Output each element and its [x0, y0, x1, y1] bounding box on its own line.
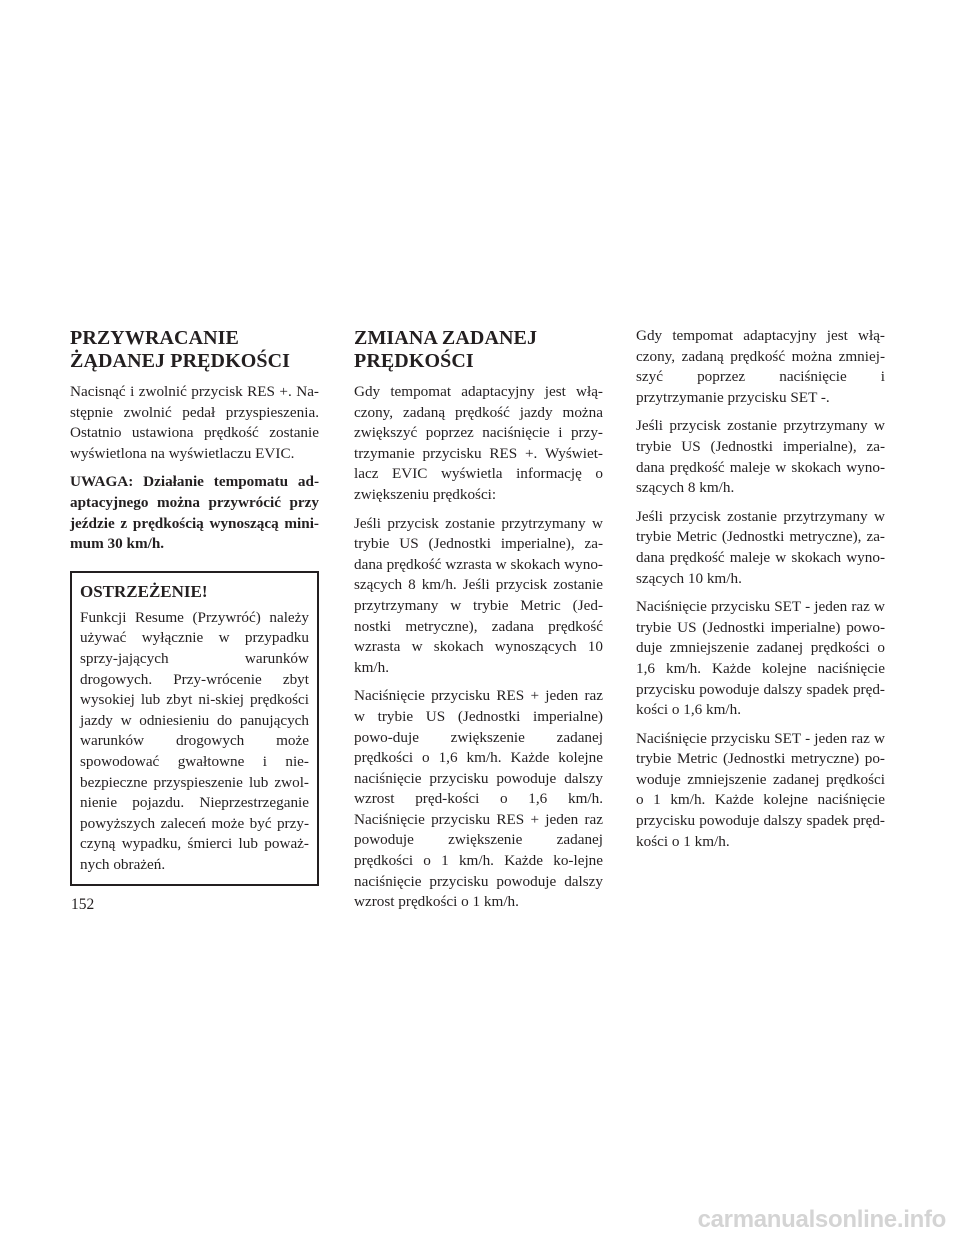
note-paragraph: UWAGA: Działanie tempomatu ad-aptacyjnego można przywrócić przy jeździe z prędkością wynoszącą mini-mum 30 km/h.: [70, 473, 319, 553]
page-number: 152: [71, 896, 95, 913]
warning-box: [70, 571, 319, 887]
paragraph: Jeśli przycisk zostanie przytrzymany w trybie Metric (Jednostki metryczne), za-dana prędkość maleje w skokach wyno-szących 10 km/h.: [636, 507, 885, 587]
paragraph: Naciśnięcie przycisku RES + jeden raz w trybie US (Jednostki imperialne) powo-duje zwiększenie zadanej prędkości o 1,6 km/h. Każde kolejne naciśnięcie przycisku powoduje dalszy wzrost pręd-kości o 1,6 km/h. Naciśnięcie przycisku RES + jeden raz powoduje zwiększenie zadanej prędkości o 1 km/h. Każde ko-lejne naciśnięcie przycisku powoduje dalszy wzrost prędkości o 1 km/h.: [354, 687, 603, 911]
watermark: carmanualsonline.info: [697, 1206, 946, 1233]
paragraph: Naciśnięcie przycisku SET - jeden raz w trybie US (Jednostki imperialne) powo-duje zmniejszenie zadanej prędkości o 1,6 km/h. Każde kolejne naciśnięcie przycisku powoduje dalszy spadek pręd-kości o 1,6 km/h.: [636, 598, 885, 719]
paragraph: Naciśnięcie przycisku SET - jeden raz w trybie Metric (Jednostki metryczne) po-woduje zmniejszenie zadanej prędkości o 1 km/h. Każde kolejne naciśnięcie przycisku powoduje dalszy spadek pręd-kości o 1 km/h.: [636, 729, 885, 850]
paragraph: Jeśli przycisk zostanie przytrzymany w trybie US (Jednostki imperialne), za-dana prędkość wzrasta w skokach wyno-szących 8 km/h. Jeśli przycisk zostanie przytrzymany w trybie Metric (Jed-nostki metryczne), zadana prędkość wzrasta w skokach wynoszących 10 km/h.: [354, 514, 603, 676]
column-right: [636, 326, 885, 860]
paragraph: Gdy tempomat adaptacyjny jest włą-czony, zadaną prędkość można zmniej-szyć poprzez naciśnięcie i przytrzymanie przycisku SET -.: [636, 327, 885, 406]
paragraph: Nacisnąć i zwolnić przycisk RES +. Na-stępnie zwolnić pedał przyspieszenia. Ostatnio ustawiona prędkość zostanie wyświetlona na wyświetlaczu EVIC.: [70, 383, 319, 462]
column-middle: [354, 327, 603, 921]
column-left: [70, 327, 319, 886]
warning-title: OSTRZEŻENIE!: [80, 581, 208, 601]
section-title-change-speed: ZMIANA ZADANEJ PRĘDKOŚCI: [354, 327, 538, 372]
warning-text: Funkcji Resume (Przywróć) należy używać wyłącznie w przypadku sprzy-jających warunków drogowych. Przy-wrócenie zbyt wysokiej lub zbyt ni-skiej prędkości jazdy w odniesieniu do panujących warunków drogowych może spowodować gwałtowne i nie-bezpieczne przyspieszenie lub zwol-nienie pojazdu. Nieprzestrzeganie powyższych zaleceń może być przy-czyną wypadku, śmierci lub poważ-nych obrażeń.: [80, 608, 309, 873]
section-title-resume: PRZYWRACANIE ŻĄDANEJ PRĘDKOŚCI: [70, 327, 291, 372]
paragraph: Gdy tempomat adaptacyjny jest włą-czony, zadaną prędkość jazdy można zwiększyć poprzez naciśnięcie i przy-trzymanie przycisku RES +. Wyświet-lacz EVIC wyświetla informację o zwiększeniu prędkości:: [354, 383, 603, 503]
paragraph: Jeśli przycisk zostanie przytrzymany w trybie US (Jednostki imperialne), za-dana prędkość maleje w skokach wyno-szących 8 km/h.: [636, 417, 885, 497]
